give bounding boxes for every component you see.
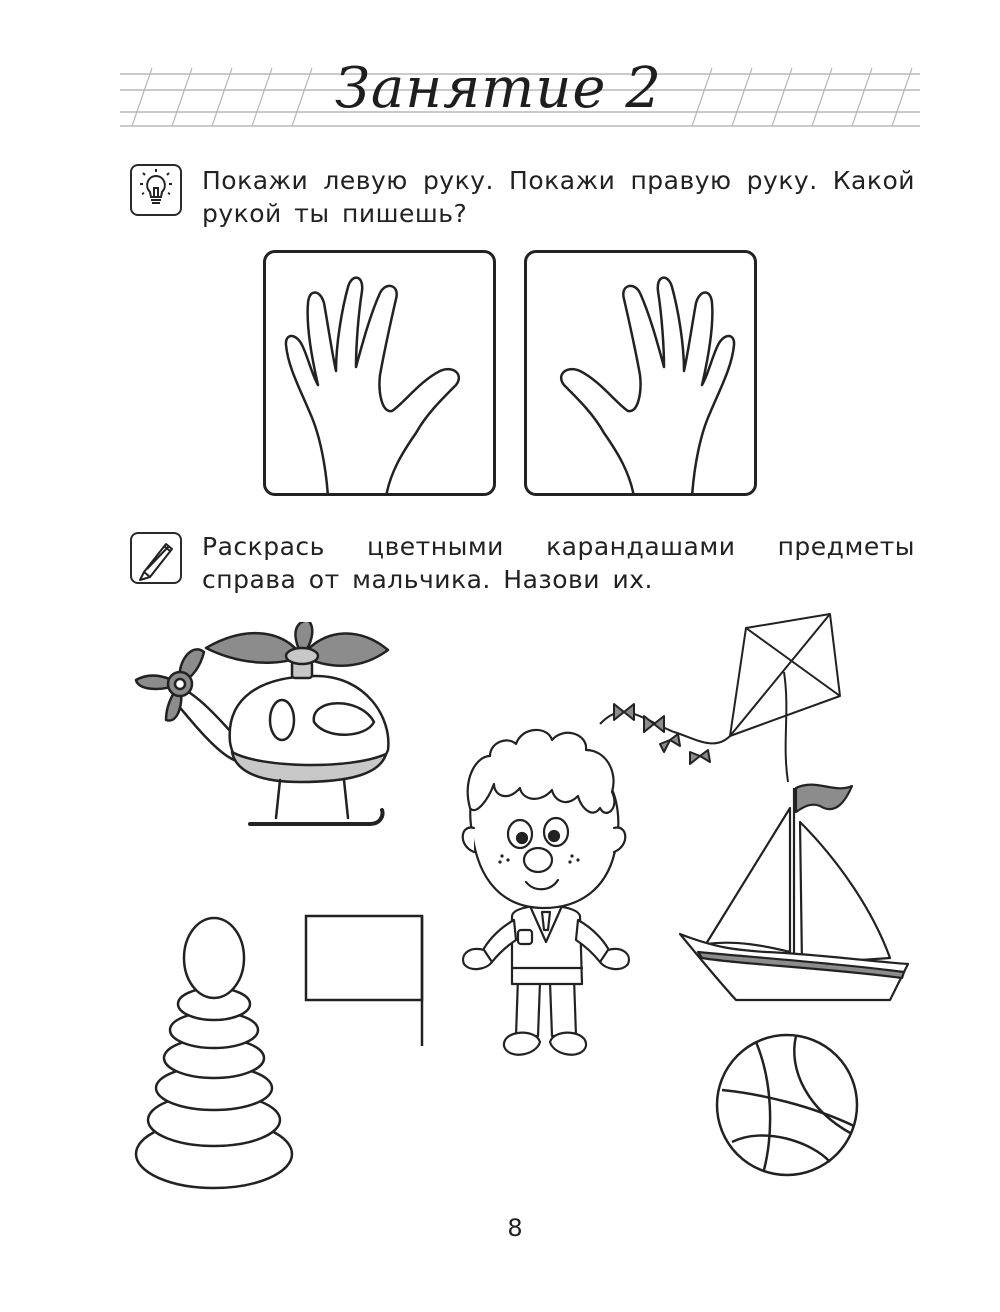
boy-drawing: [456, 716, 636, 1076]
task-2-text: Раскрась цветными карандашами предметы справа от мальчика. Назови их.: [202, 532, 915, 594]
ball-drawing: [712, 1030, 862, 1180]
task-1-text: Покажи левую руку. Покажи правую руку. Какой рукой ты пишешь?: [202, 166, 915, 228]
right-hand-box: [524, 250, 757, 496]
left-hand-drawing: [266, 253, 493, 493]
pyramid-toy-drawing: [132, 914, 296, 1192]
right-hand-drawing: [527, 253, 754, 493]
lightbulb-icon: [130, 164, 182, 216]
flag-drawing: [302, 910, 432, 1050]
page-number: 8: [507, 1214, 523, 1242]
left-hand-box: [263, 250, 496, 496]
lesson-title: Занятие 2: [335, 56, 662, 121]
pencil-icon: [130, 532, 182, 584]
sailboat-drawing: [676, 778, 912, 1010]
helicopter-drawing: [130, 622, 390, 832]
